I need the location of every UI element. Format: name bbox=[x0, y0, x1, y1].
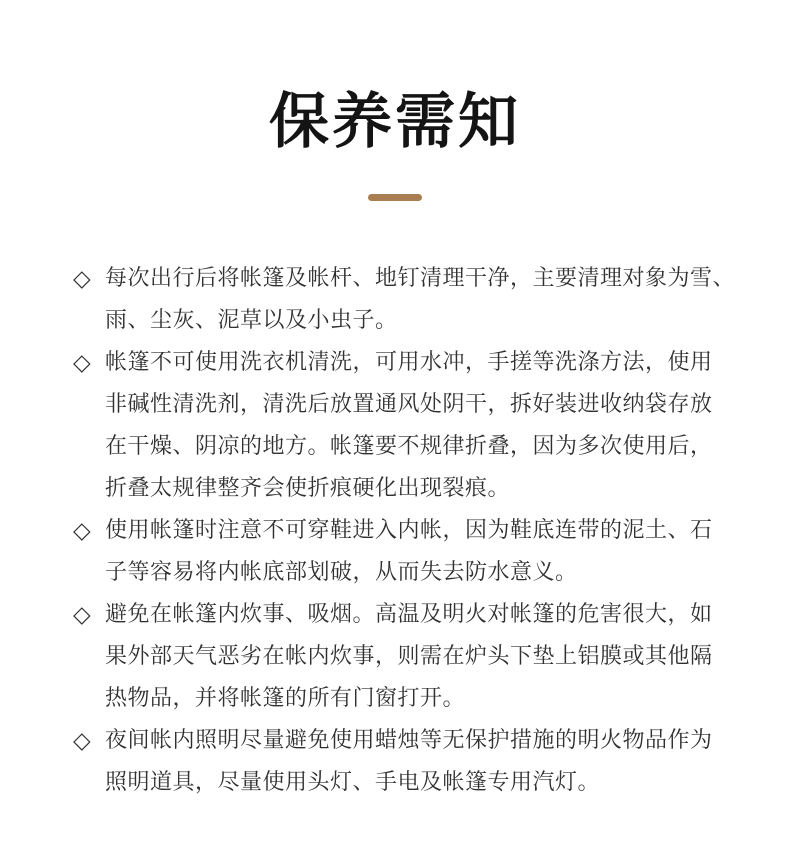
care-notice-list bbox=[0, 257, 790, 803]
diamond-bullet-icon: ◇ bbox=[73, 727, 91, 753]
diamond-bullet-icon: ◇ bbox=[73, 349, 91, 375]
diamond-bullet-icon: ◇ bbox=[73, 265, 91, 291]
text-line: 热物品，并将帐篷的所有门窗打开。 bbox=[105, 685, 466, 710]
care-item bbox=[73, 509, 730, 593]
care-item-text bbox=[105, 509, 730, 593]
care-item bbox=[73, 341, 730, 509]
text-line: 夜间帐内照明尽量避免使用蜡烛等无保护措施的明火物品作为 bbox=[105, 727, 713, 752]
text-line: 照明道具，尽量使用头灯、手电及帐篷专用汽灯。 bbox=[105, 769, 601, 794]
care-item bbox=[73, 719, 730, 803]
text-line: 折叠太规律整齐会使折痕硬化出现裂痕。 bbox=[105, 475, 511, 500]
text-line: 非碱性清洗剂，清洗后放置通风处阴干，拆好装进收纳袋存放 bbox=[105, 391, 713, 416]
care-item-text bbox=[105, 593, 730, 719]
care-item-text bbox=[105, 719, 730, 803]
title-divider bbox=[368, 194, 422, 201]
text-line: 雨、尘灰、泥草以及小虫子。 bbox=[105, 307, 398, 332]
care-item-text bbox=[105, 341, 730, 509]
text-line: 果外部天气恶劣在帐内炊事，则需在炉头下垫上铝膜或其他隔 bbox=[105, 643, 713, 668]
text-line: 子等容易将内帐底部划破，从而失去防水意义。 bbox=[105, 559, 578, 584]
care-item-text bbox=[105, 257, 736, 341]
text-line: 在干燥、阴凉的地方。帐篷要不规律折叠，因为多次使用后， bbox=[105, 433, 713, 458]
diamond-bullet-icon: ◇ bbox=[73, 517, 91, 543]
care-notice-page bbox=[0, 86, 790, 864]
care-item bbox=[73, 593, 730, 719]
page-title: 保养需知 bbox=[269, 88, 521, 155]
text-line: 使用帐篷时注意不可穿鞋进入内帐，因为鞋底连带的泥土、石 bbox=[105, 517, 713, 542]
care-item bbox=[73, 257, 736, 341]
text-line: 避免在帐篷内炊事、吸烟。高温及明火对帐篷的危害很大，如 bbox=[105, 601, 713, 626]
text-line: 帐篷不可使用洗衣机清洗，可用水冲，手搓等洗涤方法，使用 bbox=[105, 349, 713, 374]
text-line: 每次出行后将帐篷及帐杆、地钉清理干净，主要清理对象为雪、 bbox=[105, 265, 736, 290]
diamond-bullet-icon: ◇ bbox=[73, 601, 91, 627]
